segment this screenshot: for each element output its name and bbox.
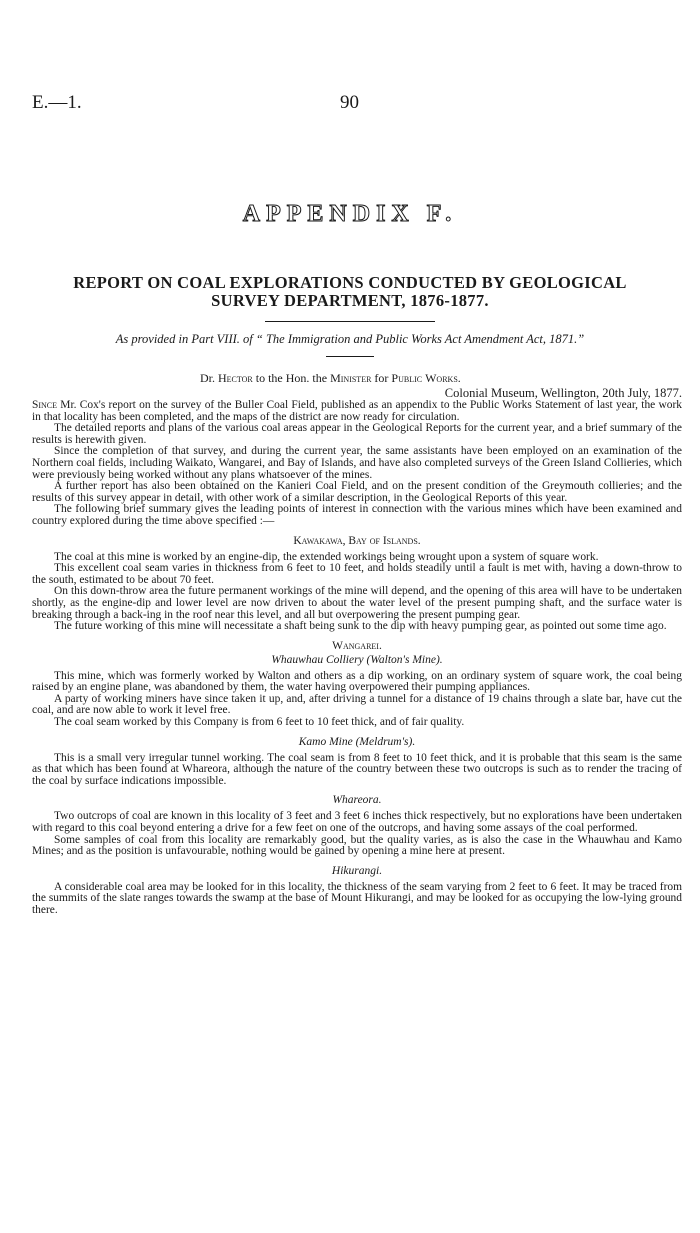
whareora-paragraph-1: Two outcrops of coal are known in this locality of 3 feet and 3 feet 6 inches thick respectively, but no explorations have been undertaken with regard to this coal beyond entering a drive for a few feet on one of the outcrops, and having some assays of the coal performed. bbox=[32, 810, 682, 835]
letter-to-text: to the Hon. the bbox=[255, 371, 328, 385]
report-title bbox=[40, 274, 660, 310]
intro-paragraph-3: Since the completion of that survey, and during the current year, the same assistants have been employed on an examination of the Northern coal fields, including Waikato, Wangarei, and Bay of Islands, and have also completed surveys of the Green Island Collieries, which were previously being worked without any plans whatsoever of the mines. bbox=[32, 445, 682, 481]
page-reference: E.—1. bbox=[32, 92, 82, 113]
letter-to-title: Minister bbox=[330, 371, 372, 385]
intro-first-word: Since bbox=[32, 399, 58, 411]
hikurangi-paragraph-1: A considerable coal area may be looked for in this locality, the thickness of the seam varying from 2 feet to 6 feet. It may be traced from the summits of the slate ranges towards the swamp at the base of Mount Hikurangi, and may be looked for as occupying the low-lying ground there. bbox=[32, 880, 682, 916]
letter-for-text: for bbox=[374, 371, 389, 385]
subheading-hikurangi: Hikurangi. bbox=[331, 864, 383, 877]
wangarei-paragraph-1: This mine, which was formerly worked by Walton and others as a dip working, on an ordinary system of square work, the coal being raised by an engine plane, was abandoned by them, the water having overpowered their pumping appliances. bbox=[32, 669, 682, 694]
letter-dateline: Colonial Museum, Wellington, 20th July, 1877. bbox=[444, 386, 682, 400]
intro-paragraph-1 bbox=[32, 400, 682, 423]
page-number: 90 bbox=[340, 92, 359, 113]
kawakawa-paragraph-1: The coal at this mine is worked by an engine-dip, the extended workings being wrought upon a system of square work. bbox=[54, 550, 599, 563]
wangarei-paragraph-3: The coal seam worked by this Company is from 6 feet to 10 feet thick, and of fair quality. bbox=[54, 716, 465, 729]
kawakawa-paragraph-3: On this down-throw area the future permanent workings of the mine will depend, and the opening of this area will have to be undertaken shortly, as the engine-dip and lower level are now driven to about the water level of the present pumping shaft, and the surface water is breaking through a back-ing in the roof near this level, and all but overpowering the present pumping gear. bbox=[32, 585, 682, 621]
provided-note: As provided in Part VIII. of “ The Immigration and Public Works Act Amendment Act, 1871.” bbox=[115, 332, 585, 346]
intro-paragraph-4: A further report has also been obtained on the Kanieri Coal Field, and on the present condition of the Greymouth collieries; and the results of this survey appear in detail, with other work of a similar description, in the Geological Reports of this year. bbox=[32, 480, 682, 504]
wangarei-paragraph-2: A party of working miners have since taken it up, and, after driving a tunnel for a distance of 19 chains through a slate bar, have cut the coal, and are now able to work it level free. bbox=[32, 692, 682, 717]
letter-heading bbox=[200, 371, 461, 386]
report-title-line-2: SURVEY DEPARTMENT, 1876-1877. bbox=[211, 291, 489, 310]
subheading-whareora: Whareora. bbox=[332, 794, 382, 807]
section-heading-kawakawa: Kawakawa, Bay of Islands. bbox=[293, 534, 421, 547]
letter-from-name: Hector bbox=[218, 371, 253, 385]
report-title-line-1: REPORT ON COAL EXPLORATIONS CONDUCTED BY GEOLOGICAL bbox=[73, 273, 627, 292]
intro-paragraph-5: The following brief summary gives the leading points of interest in connection with the various mines which have been examined and country explored during the time above specified :— bbox=[32, 503, 682, 527]
report-body bbox=[32, 400, 682, 917]
kawakawa-paragraph-4: The future working of this mine will necessitate a shaft being sunk to the dip with heavy pumping gear, as pointed out some time ago. bbox=[54, 620, 667, 633]
subheading-kamo: Kamo Mine (Meldrum's). bbox=[298, 735, 416, 748]
appendix-title: APPENDIX F. bbox=[242, 201, 458, 227]
whareora-paragraph-2: Some samples of coal from this locality are remarkably good, but the quality varies, as is also the case in the Whauwhau and Kamo Mines; and as the position is unfavourable, nothing would be gained by opening a mine here at present. bbox=[32, 833, 682, 858]
letter-dept-2: Works. bbox=[425, 371, 461, 385]
kawakawa-paragraph-2: This excellent coal seam varies in thickness from 6 feet to 10 feet, and holds steadily until a fault is met with, having a down-throw to the south, estimated to be about 70 feet. bbox=[32, 562, 682, 586]
intro-paragraph-1-text: Mr. Cox's report on the survey of the Buller Coal Field, published as an appendix to the Public Works Statement of last year, the work in that locality has been completed, and the maps of the district are now ready for circulation. bbox=[32, 399, 683, 423]
kamo-paragraph-1: This is a small very irregular tunnel working. The coal seam is from 8 feet to 10 feet thick, and it is probable that this seam is the same as that which has been found at Whareora, although the nature of the country between these two outcrops is such as to render the tracing of the coal by surface indications impossible. bbox=[32, 751, 682, 787]
subheading-whauwhau: Whauwhau Colliery (Walton's Mine). bbox=[271, 653, 443, 666]
title-rule bbox=[265, 321, 435, 322]
letter-from-prefix: Dr. bbox=[200, 371, 215, 385]
section-heading-wangarei: Wangarei. bbox=[332, 639, 382, 652]
short-rule bbox=[326, 356, 374, 357]
intro-paragraph-2: The detailed reports and plans of the various coal areas appear in the Geological Reports for the current year, and a brief summary of the results is herewith given. bbox=[32, 422, 682, 446]
letter-dept-1: Public bbox=[391, 371, 423, 385]
